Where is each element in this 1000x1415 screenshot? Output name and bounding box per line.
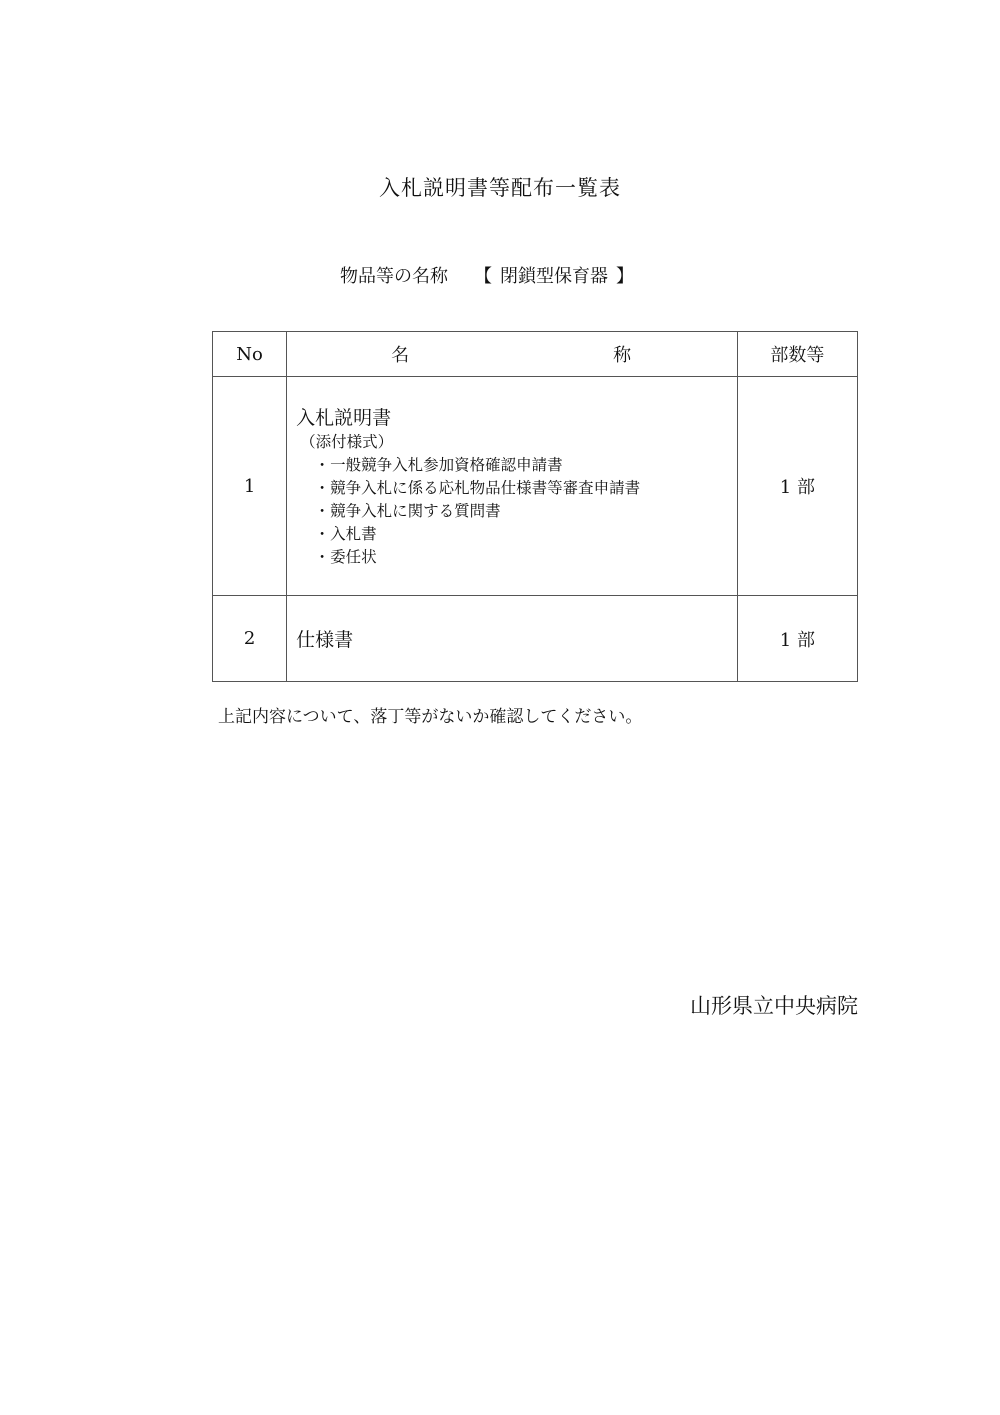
list-item: ・競争入札に係る応札物品仕様書等審査申請書: [314, 477, 737, 500]
bullet-icon: ・: [314, 479, 330, 497]
bullet-icon: ・: [314, 525, 330, 543]
row-subtitle: （添付様式）: [300, 433, 394, 451]
bullet-icon: ・: [314, 456, 330, 474]
table-header-row: [213, 332, 858, 377]
table-row: [213, 596, 858, 682]
row-name-cell: [287, 377, 738, 596]
list-item: ・委任状: [314, 546, 737, 569]
bullet-icon: ・: [314, 502, 330, 520]
bullet-icon: ・: [314, 548, 330, 566]
row-number: 1: [213, 377, 287, 596]
header-name-part2: 称: [613, 345, 632, 366]
item-open-bracket: 【: [474, 266, 492, 287]
header-no: No: [213, 332, 287, 377]
table-row: [213, 377, 858, 596]
header-name: [287, 332, 738, 377]
row-quantity: 1 部: [737, 596, 857, 682]
row-title: 入札説明書: [296, 407, 392, 429]
list-item: ・入札書: [314, 523, 737, 546]
list-item: ・競争入札に関する質問書: [314, 500, 737, 523]
attachment-list: [296, 454, 737, 569]
distribution-table: [212, 331, 858, 682]
item-name-line: [340, 262, 634, 288]
document-title: 入札説明書等配布一覧表: [379, 176, 621, 200]
row-title: 仕様書: [287, 596, 738, 682]
item-name-value: 閉鎖型保育器: [500, 266, 608, 287]
row-quantity: 1 部: [737, 377, 857, 596]
header-qty: 部数等: [737, 332, 857, 377]
list-item: ・一般競争入札参加資格確認申請書: [314, 454, 737, 477]
confirmation-note: 上記内容について、落丁等がないか確認してください。: [218, 707, 643, 727]
item-name-label: 物品等の名称: [340, 266, 448, 287]
row-number: 2: [213, 596, 287, 682]
header-name-part1: 名: [391, 345, 410, 366]
item-close-bracket: 】: [616, 266, 634, 287]
issuer-signature: 山形県立中央病院: [690, 994, 858, 1018]
